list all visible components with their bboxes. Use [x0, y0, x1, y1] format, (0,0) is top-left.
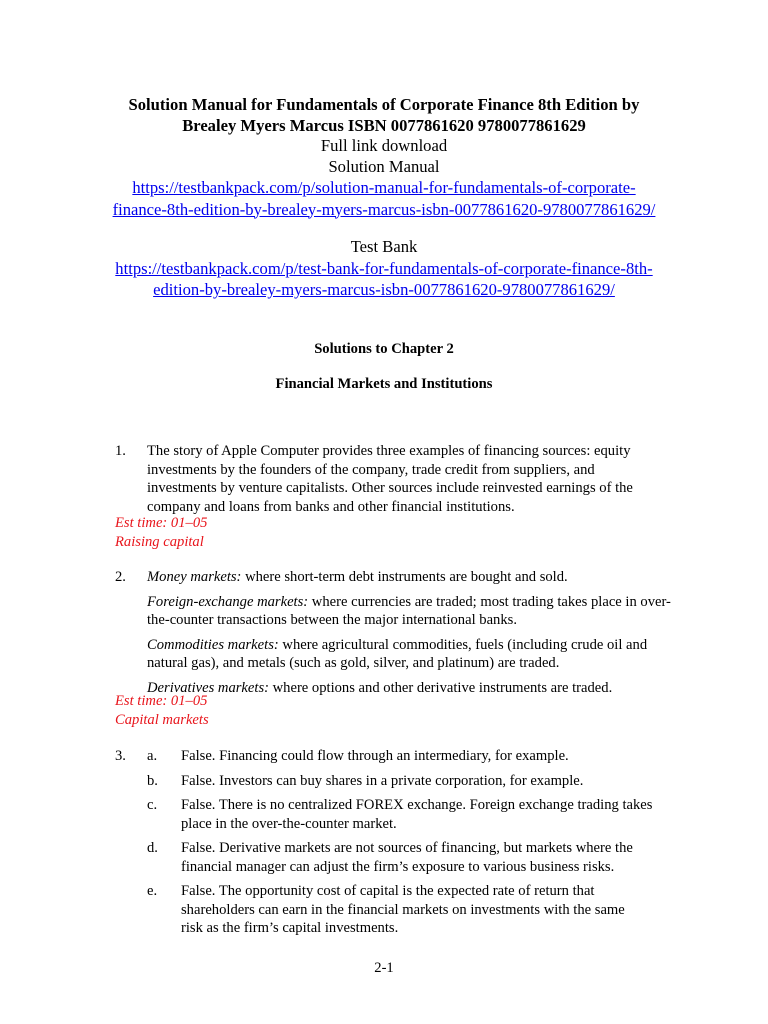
definition: where agricultural commodities, fuels (including crude oil and	[278, 636, 648, 653]
answer-a	[115, 747, 715, 766]
answer-d	[115, 839, 715, 876]
answer-letter: d.	[147, 840, 158, 856]
text-line: False. There is no centralized FOREX exchange. Foreign exchange trading takes	[181, 797, 653, 813]
question-2-meta	[115, 692, 715, 729]
answer-text	[181, 772, 715, 791]
question-2	[115, 568, 715, 703]
est-time: Est time: 01–05	[115, 693, 208, 709]
chapter-heading: Solutions to Chapter 2	[314, 341, 454, 357]
question-number: 1.	[115, 443, 126, 459]
answer-e	[115, 882, 715, 938]
est-time: Est time: 01–05	[115, 515, 208, 531]
text-line: risk as the firm’s capital investments.	[181, 920, 399, 936]
question-1-text	[147, 442, 715, 516]
definition: where currencies are traded; most trading takes place in over-	[308, 593, 671, 610]
text-line: False. Financing could flow through an intermediary, for example.	[181, 748, 569, 764]
answer-text	[181, 796, 715, 833]
title-line-1: Solution Manual for Fundamentals of Corporate Finance 8th Edition by	[128, 95, 640, 114]
text-line: investments by venture capitalists. Other sources include reinvested earnings of the	[147, 480, 633, 496]
question-1	[115, 442, 715, 516]
test-bank-label: Test Bank	[350, 237, 418, 256]
text-line: The story of Apple Computer provides three examples of financing sources: equity	[147, 443, 631, 459]
answer-c	[115, 796, 715, 833]
fx-markets-definition	[147, 593, 715, 630]
definition: where short-term debt instruments are bought and sold.	[241, 569, 568, 585]
answer-text	[181, 882, 715, 938]
test-bank-link[interactable]	[60, 258, 708, 301]
text-line: financial manager can adjust the firm’s exposure to various business risks.	[181, 858, 615, 875]
solution-manual-link[interactable]	[60, 177, 708, 220]
text-line: False. Derivative markets are not sources of financing, but markets where the	[181, 840, 633, 856]
text-line: False. Investors can buy shares in a private corporation, for example.	[181, 772, 584, 789]
question-number: 3.	[115, 748, 126, 764]
text-line: company and loans from banks and other financial institutions.	[147, 498, 515, 515]
question-3	[115, 747, 715, 944]
answer-letter: b.	[147, 772, 158, 789]
text-line: shareholders can earn in the financial markets on investments with the same	[181, 901, 625, 918]
test-bank-link-line-2[interactable]: edition-by-brealey-myers-marcus-isbn-0077861620-9780077861629/	[153, 280, 615, 299]
term: Derivatives markets:	[147, 679, 269, 696]
answer-text	[181, 839, 715, 876]
document-header	[60, 94, 708, 301]
solution-manual-label: Solution Manual	[328, 156, 440, 176]
answer-text	[181, 747, 715, 766]
text-line: place in the over-the-counter market.	[181, 815, 397, 832]
term: Commodities markets:	[147, 636, 279, 653]
spacer	[60, 220, 708, 237]
commodities-markets-definition	[147, 636, 715, 673]
test-bank-link-line-1[interactable]: https://testbankpack.com/p/test-bank-for-fundamentals-of-corporate-finance-8th-	[115, 258, 653, 278]
topic-tag: Capital markets	[115, 711, 209, 728]
title-line-2: Brealey Myers Marcus ISBN 0077861620 9780077861629	[182, 116, 586, 135]
definition: natural gas), and metals (such as gold, silver, and platinum) are traded.	[147, 655, 560, 671]
solution-manual-link-line-1[interactable]: https://testbankpack.com/p/solution-manual-for-fundamentals-of-corporate-	[132, 178, 636, 197]
answer-letter: a.	[147, 748, 158, 764]
question-number: 2.	[115, 569, 126, 585]
definition: where options and other derivative instruments are traded.	[268, 679, 613, 696]
answer-letter: c.	[147, 797, 158, 813]
chapter-subheading: Financial Markets and Institutions	[275, 376, 493, 392]
term: Money markets:	[147, 569, 242, 585]
topic-tag: Raising capital	[115, 533, 204, 550]
term: Foreign-exchange markets:	[147, 593, 309, 610]
full-link-label: Full link download	[320, 136, 448, 155]
money-markets-definition	[147, 568, 715, 587]
text-line: False. The opportunity cost of capital is the expected rate of return that	[181, 883, 595, 899]
answer-letter: e.	[147, 883, 158, 899]
solution-manual-link-line-2[interactable]: finance-8th-edition-by-brealey-myers-marcus-isbn-0077861620-9780077861629/	[112, 199, 656, 219]
text-line: investments by the founders of the company, trade credit from suppliers, and	[147, 461, 595, 478]
answer-b	[115, 772, 715, 791]
question-1-meta	[115, 514, 715, 551]
page-number: 2-1	[374, 960, 394, 976]
definition: the-counter transactions between the major international banks.	[147, 612, 517, 628]
